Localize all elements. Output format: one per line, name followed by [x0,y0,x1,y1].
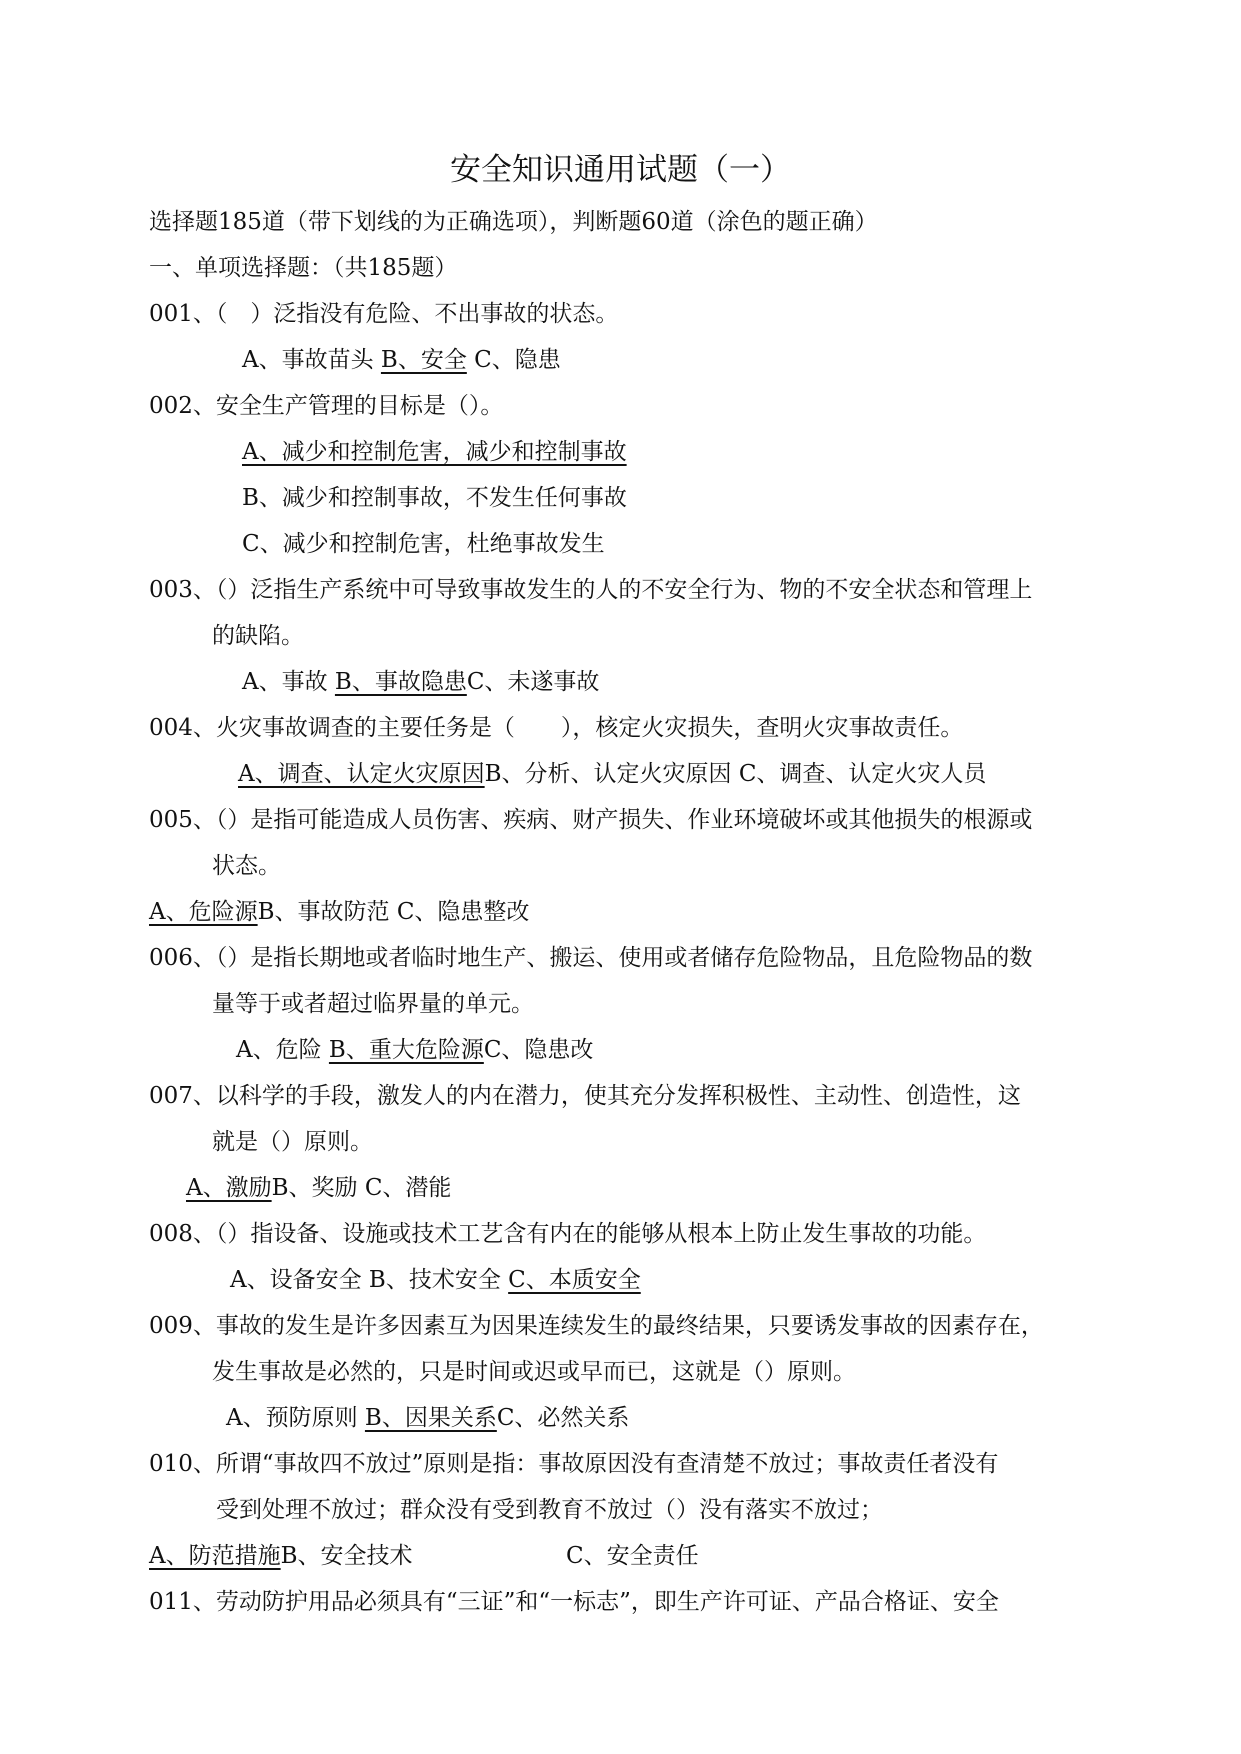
question-006-stem-cont: 量等于或者超过临界量的单元。 [212,991,534,1017]
option-a: A、预防原则 [226,1405,365,1431]
options-b-c: B、事故防范 C、隐患整改 [257,899,530,925]
option-b: B、安全技术 [280,1543,413,1569]
correct-option-b: B、重大危险源 [328,1037,484,1063]
correct-option-b: B、事故隐患 [334,669,467,695]
question-003-stem: 003、（）泛指生产系统中可导致事故发生的人的不安全行为、物的不安全状态和管理上 [149,577,1033,603]
question-010-stem: 010、所谓“事故四不放过”原则是指：事故原因没有查清楚不放过；事故责任者没有 [149,1451,999,1477]
question-006-stem: 006、（）是指长期地或者临时地生产、搬运、使用或者储存危险物品，且危险物品的数 [149,945,1033,971]
question-009-stem: 009、事故的发生是许多因素互为因果连续发生的最终结果，只要诱发事故的因素存在， [149,1313,1044,1339]
correct-option-a: A、激励 [186,1175,272,1201]
question-003-options [242,666,599,698]
question-007-stem-cont: 就是（）原则。 [212,1129,373,1155]
options-b-c: B、奖励 C、潜能 [271,1175,452,1201]
page-title: 安全知识通用试题（一） [450,152,791,188]
question-011-stem: 011、劳动防护用品必须具有“三证”和“一标志”，即生产许可证、产品合格证、安全 [149,1589,999,1615]
option-a: A、事故 [242,669,335,695]
question-003-stem-cont: 的缺陷。 [212,623,304,649]
question-004-options [238,758,986,790]
question-010-options [149,1540,413,1572]
option-a: A、事故苗头 [242,347,381,373]
question-001-stem: 001、（ ）泛指没有危险、不出事故的状态。 [149,301,619,327]
option-c: C、必然关系 [496,1405,630,1431]
options-b-c: B、分析、认定火灾原因 C、调查、认定火灾人员 [484,761,987,787]
question-009-stem-cont: 发生事故是必然的，只是时间或迟或早而已，这就是（）原则。 [212,1359,856,1385]
question-008-options [230,1264,641,1296]
question-005-stem: 005、（）是指可能造成人员伤害、疾病、财产损失、作业环境破坏或其他损失的根源或 [149,807,1033,833]
question-002-option-b: B、减少和控制事故，不发生任何事故 [242,485,627,511]
option-c: C、隐患改 [483,1037,594,1063]
question-001-options [242,344,561,376]
correct-option-b: B、因果关系 [364,1405,497,1431]
question-006-options [236,1034,593,1066]
question-008-stem: 008、（）指设备、设施或技术工艺含有内在的能够从根本上防止发生事故的功能。 [149,1221,987,1247]
question-010-stem-cont: 受到处理不放过；群众没有受到教育不放过（）没有落实不放过； [216,1497,883,1523]
question-010-option-c: C、安全责任 [566,1543,699,1569]
question-002-stem: 002、安全生产管理的目标是（）。 [149,393,504,419]
correct-option-b: B、安全 [380,347,467,373]
correct-option-a: A、防范措施 [149,1543,281,1569]
option-a: A、危险 [236,1037,329,1063]
correct-option-c: C、本质安全 [508,1267,641,1293]
option-c: C、未遂事故 [466,669,600,695]
section-heading: 一、单项选择题：（共185题） [149,255,458,281]
options-a-b: A、设备安全 B、技术安全 [230,1267,509,1293]
option-c: C、隐患 [466,347,561,373]
correct-option-a: A、危险源 [149,899,258,925]
question-005-stem-cont: 状态。 [212,853,281,879]
question-007-options [186,1172,451,1204]
correct-option-a: A、调查、认定火灾原因 [238,761,485,787]
question-002-option-c: C、减少和控制危害，杜绝事故发生 [242,531,605,557]
question-009-options [226,1402,629,1434]
question-004-stem: 004、火灾事故调查的主要任务是（ ），核定火灾损失，查明火灾事故责任。 [149,715,964,741]
intro-line: 选择题185道（带下划线的为正确选项），判断题60道（涂色的题正确） [149,209,878,235]
question-002-correct-option-a: A、减少和控制危害，减少和控制事故 [242,439,627,465]
question-005-options [149,896,529,928]
question-007-stem: 007、以科学的手段，激发人的内在潜力，使其充分发挥积极性、主动性、创造性，这 [149,1083,1021,1109]
